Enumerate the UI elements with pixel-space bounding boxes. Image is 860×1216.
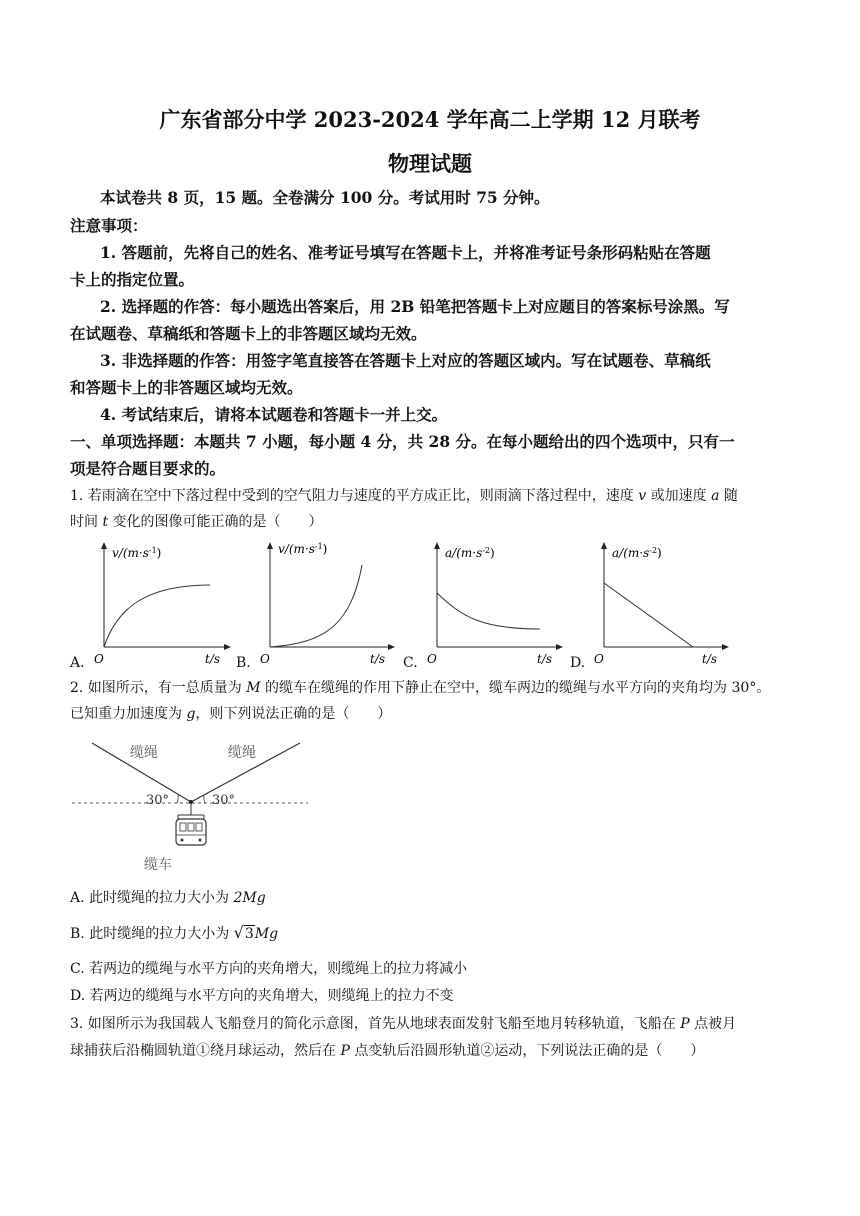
q1-var-v: v — [638, 488, 647, 504]
q2-text-d: 已知重力加速度为 — [70, 706, 187, 722]
graph-b — [260, 542, 392, 666]
intro-text: 本试卷共 8 页，15 题。全卷满分 100 分。考试用时 75 分钟。 — [100, 188, 550, 207]
q3-stem-line1 — [70, 1015, 800, 1033]
graph-a-ylabel: $v/(m\cdot s^{-1})$ — [112, 546, 162, 560]
notice-item-3a: 3. 非选择题的作答：用签字笔直接答在答题卡上对应的答题区域内。写在试题卷、草稿纸 — [100, 351, 711, 370]
graph-b-origin: O — [260, 652, 270, 666]
graph-c-xlabel: t/s — [537, 652, 553, 666]
graph-c-origin: O — [427, 652, 437, 666]
rope-left-label: 缆绳 — [130, 745, 158, 761]
graph-a-origin: O — [94, 652, 104, 666]
graph-b-ylabel: $v/(m\cdot s^{-1})$ — [278, 542, 328, 556]
notice-item-1b: 卡上的指定位置。 — [70, 270, 195, 289]
q2-option-b-value: Mg — [254, 926, 279, 942]
q1-text-b: 或加速度 — [646, 488, 712, 504]
q3-text-c: 球捕获后沿椭圆轨道①绕月球运动，然后在 — [70, 1043, 341, 1059]
q1-option-b-label: B. — [236, 655, 251, 671]
q2-option-c: C. 若两边的缆绳与水平方向的夹角增大，则缆绳上的拉力将减小 — [70, 961, 468, 977]
q2-stem-line2 — [70, 705, 800, 723]
graph-d-origin: O — [594, 652, 604, 666]
section1-heading-2: 项是符合题目要求的。 — [70, 459, 226, 478]
graph-c — [427, 545, 560, 666]
q1-option-d-label: D. — [570, 655, 586, 671]
angle-left-label: 30° — [146, 793, 170, 808]
q1-var-a: a — [711, 488, 720, 504]
q2-option-a-value: 2Mg — [233, 890, 266, 906]
q3-var-p2: P — [340, 1043, 350, 1059]
q2-option-a — [70, 889, 800, 907]
exam-title: 广东省部分中学 2023-2024 学年高二上学期 12 月联考 — [159, 107, 701, 132]
q2-option-d: D. 若两边的缆绳与水平方向的夹角增大，则缆绳上的拉力不变 — [70, 988, 454, 1004]
graph-b-xlabel: t/s — [370, 652, 386, 666]
q2-option-b-text: B. 此时缆绳的拉力大小为 — [70, 926, 234, 942]
q3-stem-line2 — [70, 1042, 800, 1060]
sqrt-icon: √ — [233, 923, 244, 942]
q1-text-c: 随 — [719, 488, 738, 504]
q2-option-b-radicand: 3 — [244, 926, 254, 942]
graph-c-ylabel: $a/(m\cdot s^{-2})$ — [445, 546, 495, 560]
q2-stem-line1 — [70, 679, 800, 697]
q2-angle: 30° — [731, 680, 757, 696]
q3-text-a: 3. 如图所示为我国载人飞船登月的简化示意图，首先从地球表面发射飞船至地月转移轨道，飞船在 — [70, 1016, 681, 1032]
graph-d-ylabel: $a/(m\cdot s^{-2})$ — [612, 546, 662, 560]
q2-figure — [60, 735, 320, 875]
q3-text-b: 点被月 — [689, 1016, 737, 1032]
q1-stem-line1 — [70, 487, 800, 505]
q2-text-e: ，则下列说法正确的是（ ） — [195, 706, 392, 722]
q1-text-d: 时间 — [70, 514, 103, 530]
graph-d — [594, 545, 726, 666]
q3-var-p: P — [680, 1016, 690, 1032]
notice-item-3b: 和答题卡上的非答题区域均无效。 — [70, 378, 303, 397]
q1-graphs — [0, 535, 860, 675]
notice-item-2b: 在试题卷、草稿纸和答题卡上的非答题区域均无效。 — [70, 324, 427, 343]
subject-title: 物理试题 — [388, 151, 472, 176]
q1-text-a: 1. 若雨滴在空中下落过程中受到的空气阻力与速度的平方成正比，则雨滴下落过程中，速度 — [70, 488, 639, 504]
q2-option-b — [70, 924, 800, 943]
section1-heading-1: 一、单项选择题：本题共 7 小题，每小题 4 分，共 28 分。在每小题给出的四个选项中，只有一 — [70, 432, 735, 451]
q2-text-b: 的缆车在缆绳的作用下静止在空中，缆车两边的缆绳与水平方向的夹角均为 — [260, 680, 732, 696]
car-label: 缆车 — [144, 857, 172, 873]
q1-stem-line2 — [70, 513, 800, 531]
q1-var-t: t — [102, 514, 109, 530]
q2-text-c: 。 — [756, 680, 771, 696]
q2-text-a: 2. 如图所示，有一总质量为 — [70, 680, 247, 696]
notice-item-4: 4. 考试结束后，请将本试题卷和答题卡一并上交。 — [100, 405, 448, 424]
graph-a — [94, 545, 228, 666]
rope-right-label: 缆绳 — [228, 745, 256, 761]
q2-option-a-text: A. 此时缆绳的拉力大小为 — [70, 890, 234, 906]
q1-option-a-label: A. — [70, 655, 85, 671]
graph-d-xlabel: t/s — [702, 652, 718, 666]
notice-item-2a: 2. 选择题的作答：每小题选出答案后，用 2B 铅笔把答题卡上对应题目的答案标号涂黑。写 — [100, 297, 730, 316]
notice-item-1a: 1. 答题前，先将自己的姓名、准考证号填写在答题卡上，并将准考证号条形码粘贴在答题 — [100, 243, 711, 262]
cable-car-icon — [176, 815, 206, 845]
q1-option-c-label: C. — [403, 655, 418, 671]
q2-var-m: M — [246, 680, 261, 696]
notice-heading: 注意事项： — [70, 216, 148, 235]
angle-right-label: 30° — [212, 793, 236, 808]
q1-text-e: 变化的图像可能正确的是（ ） — [108, 514, 323, 530]
graph-a-xlabel: t/s — [205, 652, 221, 666]
q2-var-g: g — [186, 706, 196, 722]
q3-text-d: 点变轨后沿圆形轨道②运动，下列说法正确的是（ ） — [349, 1043, 705, 1059]
